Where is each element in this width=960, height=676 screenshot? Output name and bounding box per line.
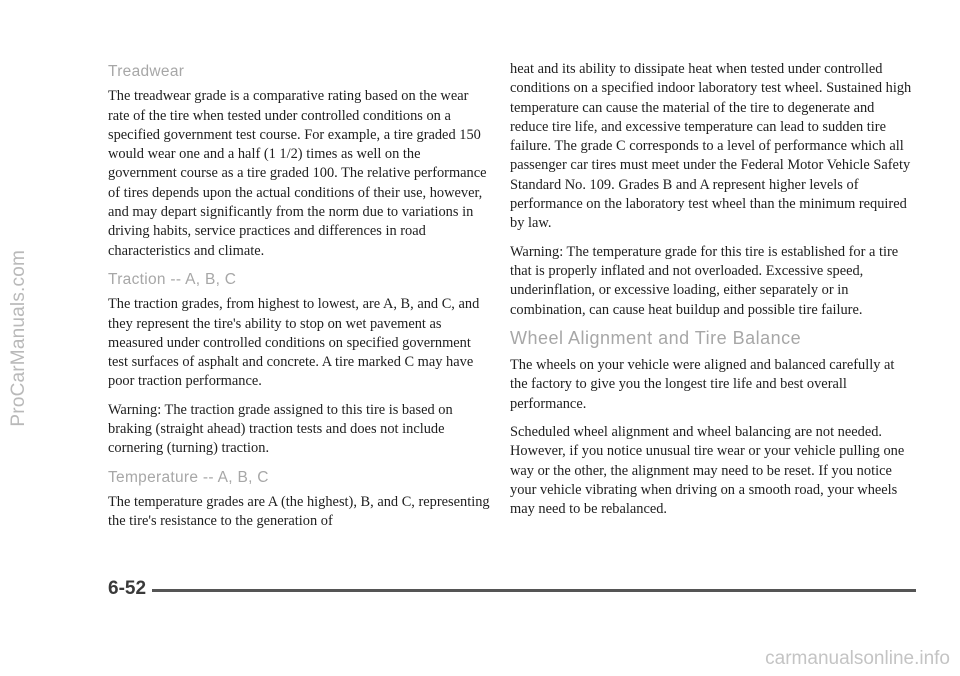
left-column (108, 60, 492, 541)
side-watermark-text: ProCarManuals.com (8, 249, 29, 427)
page-number: 6-52 (108, 578, 147, 599)
wheel-alignment-paragraph-1: The wheels on your vehicle were aligned and balanced carefully at the factory to give you the longest tire life and best overall performance. (510, 357, 895, 412)
right-column (510, 60, 915, 529)
temperature-warning: Warning: The temperature grade for this tire is established for a tire that is properly inflated and not overloaded. Excessive speed, underinflation, or excessive loading, either separately or in combination, can cause heat buildup and possible tire failure. (510, 243, 899, 318)
treadwear-heading: Treadwear (108, 63, 185, 80)
treadwear-paragraph: The treadwear grade is a comparative rating based on the wear rate of the tire when tested under controlled conditions on a specified government test course. For example, a tire graded 150 would wear one and a half (1 1/2) times as well on the government course as a tire graded 100. The relative performance of tires depends upon the actual conditions of their use, however, and may depart significantly from the norm due to variations in driving habits, service practices and differences in road characteristics and climate. (108, 88, 487, 259)
wheel-alignment-heading: Wheel Alignment and Tire Balance (510, 327, 802, 348)
temperature-continued-paragraph: heat and its ability to dissipate heat when tested under controlled conditions on a specified indoor laboratory test wheel. Sustained high temperature can cause the material of the tire to degenerate and reduce tire life, and excessive temperature can lead to sudden tire failure. The grade C corresponds to a level of performance which all passenger car tires must meet under the Federal Motor Vehicle Safety Standard No. 109. Grades B and A represent higher levels of performance on the laboratory test wheel than the minimum required by law. (510, 61, 912, 232)
bottom-watermark: carmanualsonline.info (765, 648, 950, 669)
temperature-heading: Temperature -- A, B, C (108, 468, 269, 486)
footer-rule (152, 589, 916, 592)
traction-warning: Warning: The traction grade assigned to this tire is based on braking (straight ahead) traction tests and does not include cornering (turning) traction. (108, 401, 453, 457)
traction-paragraph: The traction grades, from highest to lowest, are A, B, and C, and they represent the tire's ability to stop on wet pavement as measured under controlled conditions on specified government test surfaces of asphalt and concrete. A tire marked C may have poor traction performance. (108, 296, 480, 390)
page-footer (108, 578, 916, 600)
temperature-paragraph: The temperature grades are A (the highest), B, and C, representing the tire's resistance to the generation of (108, 493, 490, 530)
wheel-alignment-paragraph-2: Scheduled wheel alignment and wheel balancing are not needed. However, if you notice unusual tire wear or your vehicle pulling one way or the other, the alignment may need to be reset. If you notice your vehicle vibrating when driving on a smooth road, your wheels may need to be rebalanced. (510, 424, 905, 518)
side-watermark (6, 0, 32, 676)
traction-heading: Traction -- A, B, C (108, 270, 237, 288)
